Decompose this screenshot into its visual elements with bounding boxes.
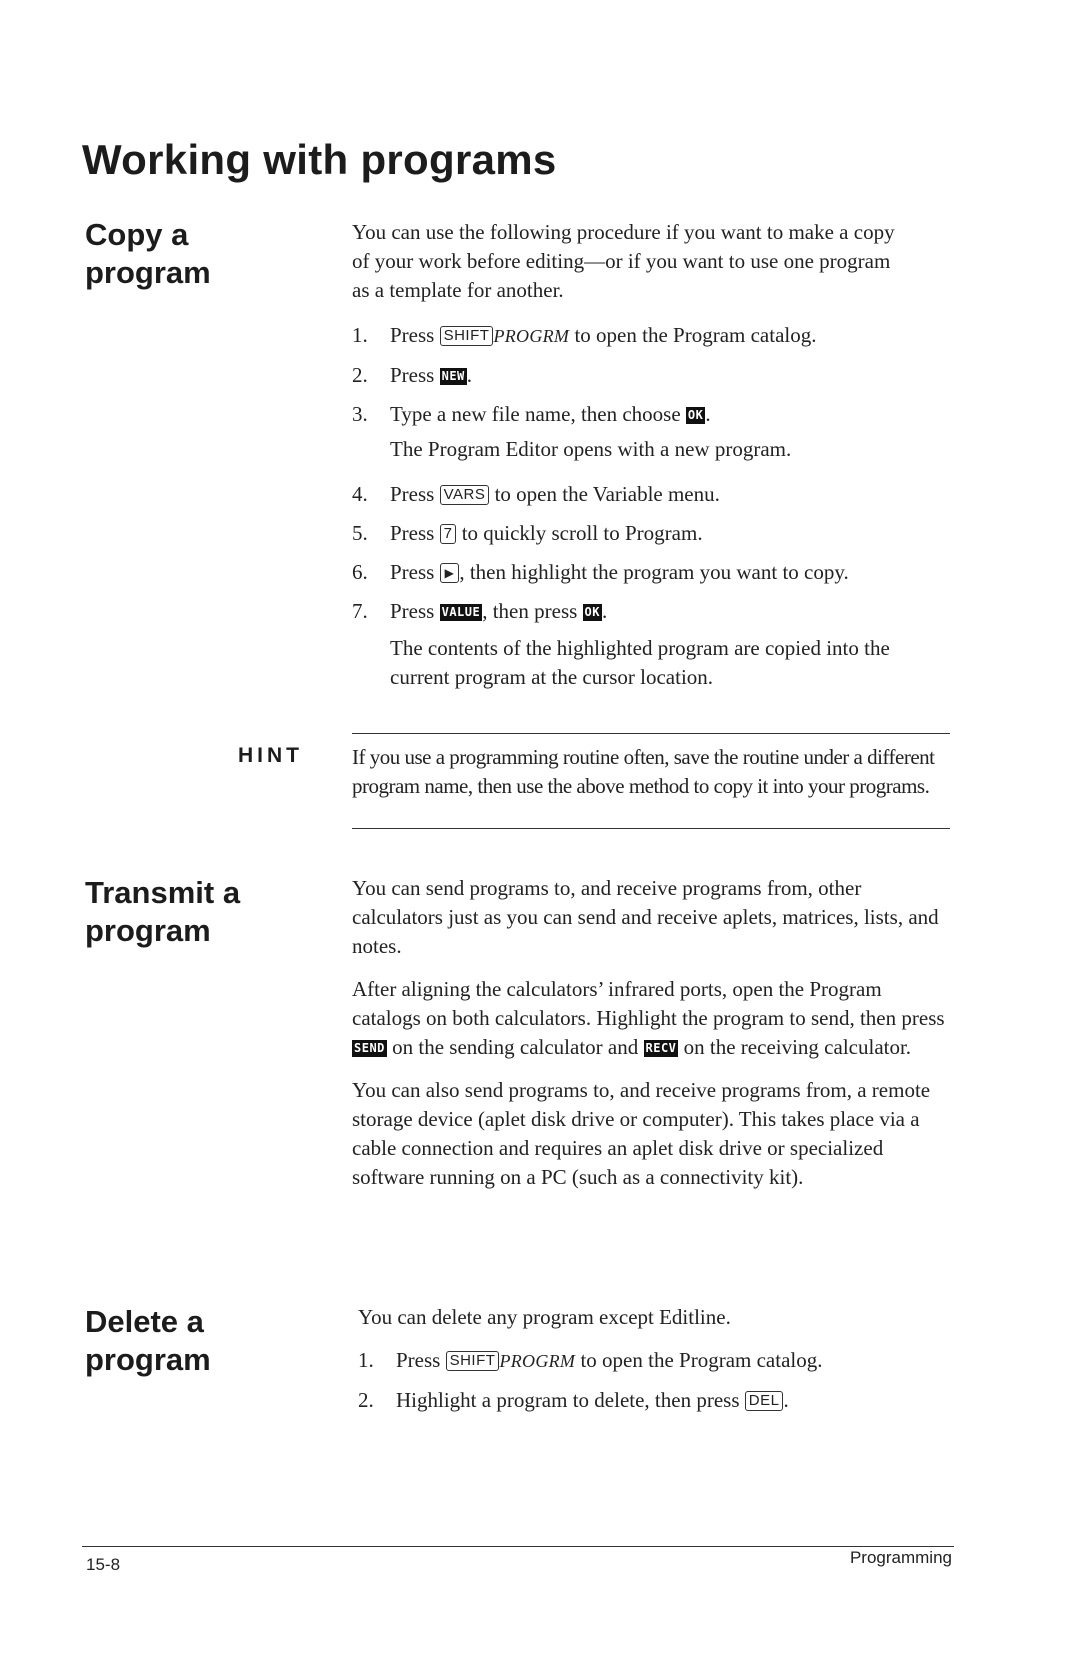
step-item bbox=[352, 597, 952, 626]
copy-steps-continued bbox=[352, 480, 952, 626]
step-item bbox=[358, 1386, 958, 1415]
step-text: Press bbox=[390, 599, 440, 623]
section-heading-copy bbox=[85, 216, 305, 292]
para-text: After aligning the calculators’ infrared ports, open the Program catalogs on both calculators. Highlight the program to send, then press bbox=[352, 977, 945, 1030]
transmit-para-1: You can send programs to, and receive programs from, other calculators just as you can send and receive aplets, matrices, lists, and notes. bbox=[352, 876, 939, 958]
heading-line: Transmit a bbox=[85, 875, 241, 910]
shift-key-icon: SHIFT bbox=[440, 326, 494, 346]
delete-section-body bbox=[358, 1303, 958, 1415]
step-text: Press bbox=[390, 323, 440, 347]
step-text: to open the Program catalog. bbox=[575, 1348, 823, 1372]
step-text: Press bbox=[396, 1348, 446, 1372]
transmit-section-body bbox=[352, 874, 947, 1192]
para-text: on the receiving calculator. bbox=[678, 1035, 912, 1059]
step-text: Press bbox=[390, 521, 440, 545]
new-softkey-icon: NEW bbox=[441, 369, 465, 383]
hint-label: HINT bbox=[238, 744, 303, 767]
step-text: . bbox=[466, 363, 473, 387]
del-key-icon: DEL bbox=[745, 1391, 784, 1411]
heading-line: program bbox=[85, 1342, 211, 1377]
step-number: 7. bbox=[352, 599, 368, 623]
step-number: 4. bbox=[352, 482, 368, 506]
step-text: . bbox=[783, 1388, 789, 1412]
step-item bbox=[352, 400, 952, 429]
step-text: Type a new file name, then choose bbox=[390, 402, 686, 426]
seven-key-icon: 7 bbox=[440, 524, 457, 544]
step-text: Press bbox=[390, 482, 440, 506]
transmit-para-2 bbox=[352, 975, 947, 1062]
ok-softkey-icon: OK bbox=[687, 408, 704, 422]
step-item bbox=[352, 519, 952, 548]
step-number: 2. bbox=[352, 363, 368, 387]
copy-steps bbox=[352, 321, 952, 429]
step-number: 2. bbox=[358, 1388, 374, 1412]
section-heading-delete bbox=[85, 1303, 305, 1379]
heading-line: Copy a bbox=[85, 217, 189, 252]
step-text: . bbox=[602, 599, 608, 623]
send-softkey-icon: SEND bbox=[354, 1041, 385, 1055]
value-softkey-icon: VALUE bbox=[441, 605, 481, 619]
step-item bbox=[352, 480, 952, 509]
hint-top-rule bbox=[352, 733, 950, 734]
step-item bbox=[352, 321, 952, 351]
step-text: to quickly scroll to Program. bbox=[456, 521, 703, 545]
heading-line: Delete a bbox=[85, 1304, 204, 1339]
step-text: to open the Program catalog. bbox=[569, 323, 817, 347]
step-note: The Program Editor opens with a new program. bbox=[390, 437, 792, 461]
hint-text: If you use a programming routine often, save the routine under a different program name, then use the above method to copy it into your programs. bbox=[352, 745, 935, 798]
page-title: Working with programs bbox=[82, 136, 557, 183]
step-item bbox=[352, 558, 952, 587]
chapter-name: Programming bbox=[849, 1548, 952, 1567]
right-arrow-key-icon: ▶ bbox=[440, 563, 460, 583]
step-number: 1. bbox=[358, 1348, 374, 1372]
step-note: The contents of the highlighted program are copied into the current program at the cursor location. bbox=[390, 636, 890, 689]
transmit-para-3: You can also send programs to, and receive programs from, a remote storage device (aplet disk drive or computer). This takes place via a cable connection and requires an aplet disk drive or specialized software running on a PC (such as a connectivity kit). bbox=[352, 1078, 931, 1189]
step-text: Highlight a program to delete, then press bbox=[396, 1388, 745, 1412]
copy-intro: You can use the following procedure if you want to make a copy of your work before editing—or if you want to use one program as a template for another. bbox=[352, 220, 895, 302]
heading-line: program bbox=[85, 913, 211, 948]
heading-line: program bbox=[85, 255, 211, 290]
step-text: Press bbox=[390, 363, 440, 387]
vars-key-icon: VARS bbox=[440, 485, 490, 505]
step-number: 1. bbox=[352, 323, 368, 347]
step-number: 6. bbox=[352, 560, 368, 584]
step-text: Press bbox=[390, 560, 440, 584]
step-item bbox=[352, 361, 952, 390]
step-item bbox=[358, 1346, 958, 1376]
delete-steps bbox=[358, 1346, 958, 1415]
step-text: , then highlight the program you want to copy. bbox=[459, 560, 849, 584]
delete-intro: You can delete any program except Editline. bbox=[358, 1305, 731, 1329]
shifted-function: PROGRM bbox=[499, 1351, 576, 1371]
recv-softkey-icon: RECV bbox=[645, 1041, 677, 1055]
hint-bottom-rule bbox=[352, 828, 950, 829]
step-text: . bbox=[705, 402, 711, 426]
page-number: 15-8 bbox=[86, 1555, 121, 1574]
ok-softkey-icon: OK bbox=[584, 605, 600, 619]
para-text: on the sending calculator and bbox=[386, 1035, 644, 1059]
step-number: 3. bbox=[352, 402, 368, 426]
shift-key-icon: SHIFT bbox=[446, 1351, 500, 1371]
step-number: 5. bbox=[352, 521, 368, 545]
section-heading-transmit bbox=[85, 874, 305, 950]
shifted-function: PROGRM bbox=[493, 326, 570, 346]
copy-section-body bbox=[352, 218, 952, 692]
footer-rule bbox=[82, 1546, 954, 1547]
step-text: , then press bbox=[482, 599, 583, 623]
step-text: to open the Variable menu. bbox=[489, 482, 720, 506]
